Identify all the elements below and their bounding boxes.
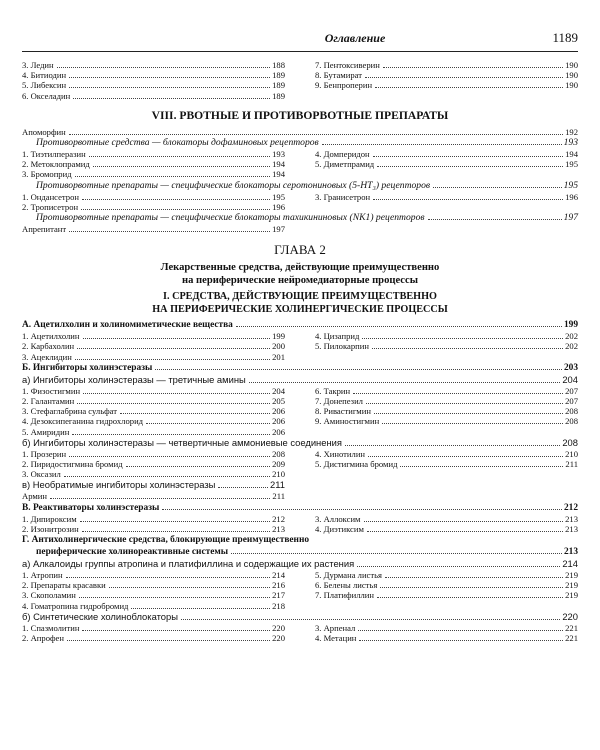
entry-page-number: 219 [565,570,578,581]
dot-leader [120,413,270,414]
entry-title: а) Ингибиторы холинэстеразы — третичные амины [22,373,246,385]
dot-leader [69,456,270,457]
entry-title: 6. Белены листья [315,580,378,591]
toc-entry[interactable] [22,406,285,416]
g2-left-column [22,192,285,212]
entry-title: 3. Скополамин [22,590,76,601]
entry-page-number: 207 [565,385,578,396]
toc-entry[interactable] [22,633,285,643]
entry-page-number: 218 [272,600,285,611]
toc-entry[interactable] [22,352,285,362]
entry-title: а) Алкалоиды группы атропина и платифиллина и содержащие их растения [22,558,355,570]
entry-page-number: 199 [563,320,578,331]
toc-entry[interactable] [22,159,285,169]
dot-leader [433,187,562,188]
entry-title: 5. Дистигмина бромид [315,459,398,470]
toc-entry-armin[interactable] [22,491,285,501]
toc-entry[interactable] [22,149,285,159]
entry-page-number: 213 [563,547,578,558]
entry-page-number: 216 [272,580,285,591]
dot-leader [75,176,271,177]
g1-left-column [22,149,285,180]
dot-leader [69,87,270,88]
dot-leader [77,403,270,404]
entry-page-number: 200 [272,341,285,352]
dot-leader [64,476,270,477]
toc-subsection-b-b[interactable] [22,437,578,449]
dot-leader [380,587,563,588]
section-g-line-1: Г. Антихолинергические средства, блокирующие преимущественно [22,535,310,546]
dot-leader [89,156,270,157]
part-title-line-2: НА ПЕРИФЕРИЧЕСКИЕ ХОЛИНЕРГИЧЕСКИЕ ПРОЦЕССЫ [152,303,448,315]
entry-title: 3. Бромоприд [22,169,72,180]
toc-entry[interactable] [315,406,578,416]
dot-leader [79,597,270,598]
dot-leader [82,531,270,532]
entry-page-number: 220 [272,622,285,633]
v-left-column [22,514,285,534]
entry-page-number: 213 [565,513,578,524]
dot-leader [373,156,564,157]
toc-entry[interactable] [22,91,285,101]
entry-page-number: 204 [562,373,578,385]
dot-leader [353,393,563,394]
toc-entry[interactable] [315,341,578,351]
entry-page-number: 220 [272,633,285,644]
entry-title: 2. Апрофен [22,633,64,644]
dot-leader [75,359,270,360]
dot-leader [57,67,270,68]
entry-page-number: 212 [563,502,578,513]
b2-right-column [315,449,578,480]
entry-title: Противорвотные препараты — специфические блокаторы серотониновых (5-НТ₃) рецепторов [36,179,431,191]
toc-page [22,30,578,643]
entry-page-number: 202 [565,341,578,352]
toc-entry[interactable] [315,60,578,70]
entry-title: Апоморфин [22,126,66,137]
entry-title: 3. Стефаглабрина сульфат [22,406,118,417]
entry-title: 8. Ривастигмин [315,406,371,417]
entry-page-number: 207 [565,396,578,407]
dot-leader [83,338,271,339]
entry-title: 3. Ледин [22,60,54,70]
entry-title: 4. Хинотилин [315,448,366,459]
toc-section-a[interactable] [22,319,578,331]
toc-entry[interactable] [315,459,578,469]
entry-title: периферические холинореактивные системы [36,547,229,558]
dot-leader [72,434,270,435]
entry-page-number: 211 [272,491,285,502]
entry-page-number: 213 [272,523,285,534]
entry-title: 1. Атропин [22,570,63,581]
toc-subsection-g-b[interactable] [22,611,578,623]
toc-entry[interactable] [315,580,578,590]
dot-leader [373,199,563,200]
page-header [22,30,578,52]
entry-title: 7. Донепезил [315,396,363,407]
entry-title: Апрепитант [22,224,67,235]
entry-title: 5. Диметпрамид [315,159,375,170]
dot-leader [82,630,270,631]
toc-entry[interactable] [315,416,578,426]
entry-title: 2. Карбахолин [22,341,75,352]
dot-leader [377,597,563,598]
entry-page-number: 197 [563,212,578,224]
entry-page-number: 210 [565,448,578,459]
entry-page-number: 202 [565,331,578,342]
dot-leader [218,487,268,488]
dot-leader [374,413,563,414]
dot-leader [367,531,563,532]
entry-page-number: 208 [272,448,285,459]
toc-entry[interactable] [22,70,285,80]
dot-leader [400,466,563,467]
entry-page-number: 190 [565,60,578,70]
entry-page-number: 206 [272,406,285,417]
entry-page-number: 214 [272,570,285,581]
toc-entry[interactable] [22,514,285,524]
dot-leader [93,166,270,167]
entry-title: 4. Битиодин [22,70,67,81]
entry-page-number: 189 [272,90,285,101]
dot-leader [368,456,563,457]
toc-entry[interactable] [315,331,578,341]
entry-title: б) Ингибиторы холинэстеразы — четвертичные аммониевые соединения [22,436,342,448]
entry-title: 9. Бенпроперин [315,80,373,91]
toc-entry-apomorphine[interactable] [22,127,578,137]
entry-title: 4. Диэтиксим [315,523,364,534]
dot-leader [236,326,562,327]
entry-page-number: 205 [272,396,285,407]
entry-page-number: 195 [272,191,285,202]
dot-leader [383,67,563,68]
entry-page-number: 208 [565,406,578,417]
entry-title: 5. Пилокарпин [315,341,369,352]
entry-title: б) Синтетические холиноблокаторы [22,610,178,622]
toc-entry[interactable] [22,469,285,479]
entry-title: 2. Препараты красавки [22,580,106,591]
chapter-subtitle-line-2: на периферические нейромедиаторные процессы [182,275,418,287]
entry-page-number: 208 [562,436,578,448]
a-right-column [315,331,578,362]
entry-title: 5. Либексин [22,80,67,91]
b1-left-column [22,386,285,437]
entry-page-number: 195 [565,159,578,170]
entry-title: В. Реактиваторы холинэстеразы [22,502,160,513]
toc-entry[interactable] [315,159,578,169]
entry-page-number: 193 [272,149,285,160]
entry-page-number: 219 [565,590,578,601]
dot-leader [155,369,562,370]
dot-leader [131,608,270,609]
dot-leader [146,423,270,424]
toc-entry[interactable] [22,623,285,633]
entry-title: Армин [22,491,48,502]
toc-group-dopamine[interactable] [22,137,578,149]
toc-entry[interactable] [315,70,578,80]
toc-subsection-b-v[interactable] [22,479,285,491]
entry-title: 4. Цизаприд [315,331,360,342]
toc-entry[interactable] [22,601,285,611]
entry-title: 4. Метацин [315,633,357,644]
entry-title: 2. Галантамин [22,396,75,407]
entry-page-number: 188 [272,60,285,70]
entry-page-number: 210 [272,469,285,480]
dot-leader [83,393,270,394]
g1-right-column [315,149,578,180]
entry-title: Б. Ингибиторы холинэстеразы [22,362,153,373]
entry-title: 5. Амиридин [22,426,70,437]
chapter-title: ГЛАВА 2 [274,242,326,258]
entry-title: 2. Трописетрон [22,201,79,212]
entry-title: Противорвотные средства — блокаторы дофаминовых рецепторов [36,137,319,149]
entry-page-number: 211 [565,459,578,470]
toc-group-serotonin[interactable] [22,180,578,192]
entry-title: 1. Физостигмин [22,385,81,396]
toc-entry[interactable] [315,396,578,406]
toc-group-tachykinin[interactable] [22,212,578,224]
dot-leader [109,587,270,588]
entry-page-number: 193 [563,137,578,149]
entry-page-number: 190 [565,70,578,81]
dot-leader [359,640,563,641]
toc-entry-aprepitant[interactable] [22,224,285,234]
toc-entry[interactable] [22,341,285,351]
entry-page-number: 219 [565,580,578,591]
chapter-subtitle [22,261,578,287]
toc-entry[interactable] [22,449,285,459]
entry-page-number: 203 [563,362,578,373]
g2-left-list [22,623,285,643]
toc-entry[interactable] [22,331,285,341]
toc-entry[interactable] [22,459,285,469]
b1-right-column [315,386,578,437]
entry-page-number: 211 [270,479,285,491]
dot-leader [82,199,270,200]
entry-title: 5. Дурмана листья [315,570,383,581]
entry-title: А. Ацетилхолин и холиномиметические вещества [22,320,233,331]
toc-entry[interactable] [22,524,285,534]
entry-title: Противорвотные препараты — специфические блокаторы тахикининовых (NK1) рецепторов [36,212,425,224]
g2-right-list [315,623,578,643]
dot-leader [366,403,563,404]
entry-page-number: 195 [563,179,578,191]
entry-title: 1. Ацетилхолин [22,331,80,342]
entry-title: 1. Тиэтилперазин [22,149,86,160]
top-left-column [22,60,285,101]
entry-page-number: 194 [565,149,578,160]
entry-page-number: 192 [565,126,578,137]
entry-page-number: 194 [272,169,285,180]
toc-entry[interactable] [22,427,285,437]
toc-entry[interactable] [315,590,578,600]
toc-section-b[interactable] [22,362,578,374]
entry-title: 2. Пиридостигмина бромид [22,459,123,470]
v-right-column [315,514,578,534]
entry-title: 6. Такрин [315,385,351,396]
toc-entry[interactable] [22,396,285,406]
entry-page-number: 189 [272,80,285,91]
header-title: Оглавление [324,31,386,45]
dot-leader [73,98,270,99]
entry-title: 7. Платифиллин [315,590,374,601]
entry-page-number: 189 [272,70,285,81]
entry-title: 4. Дезоксипеганина гидрохлорид [22,416,144,427]
entry-title: 2. Изонитрозин [22,523,79,534]
entry-title: 7. Пентоксиверин [315,60,380,70]
toc-entry[interactable] [315,192,578,202]
dot-leader [377,166,563,167]
entry-page-number: 196 [565,191,578,202]
toc-entry[interactable] [22,416,285,426]
entry-page-number: 221 [565,633,578,644]
toc-entry[interactable] [22,590,285,600]
entry-page-number: 212 [272,513,285,524]
dot-leader [362,338,563,339]
toc-entry[interactable] [315,623,578,633]
section-g-line-2 [22,546,578,558]
toc-entry[interactable] [315,514,578,524]
entry-title: 1. Ондансетрон [22,191,79,202]
entry-page-number: 208 [565,416,578,427]
dot-leader [231,553,562,554]
toc-entry[interactable] [315,570,578,580]
dot-leader [385,577,563,578]
entry-title: 3. Аллоксим [315,513,361,524]
toc-entry[interactable] [315,80,578,90]
entry-page-number: 209 [272,459,285,470]
dot-leader [69,77,270,78]
entry-title: 3. Арпенал [315,622,356,633]
header-page-number: 1189 [552,30,578,45]
dot-leader [181,619,560,620]
dot-leader [358,630,563,631]
section-title: VIII. РВОТНЫЕ И ПРОТИВОРВОТНЫЕ ПРЕПАРАТЫ [151,108,449,122]
entry-page-number: 214 [562,558,578,570]
dot-leader [428,219,562,220]
dot-leader [322,144,562,145]
dot-leader [77,348,270,349]
a-left-column [22,331,285,362]
part-title-line-1: I. СРЕДСТВА, ДЕЙСТВУЮЩИЕ ПРЕИМУЩЕСТВЕННО [163,291,437,303]
toc-entry[interactable] [315,633,578,643]
entry-page-number: 221 [565,622,578,633]
entry-title: 1. Дипироксим [22,513,77,524]
dot-leader [364,521,564,522]
entry-page-number: 190 [565,80,578,91]
entry-title: 8. Бутамират [315,70,362,81]
entry-title: 3. Ацеклидин [22,351,72,362]
dot-leader [382,423,563,424]
toc-subsection-g-a[interactable] [22,558,578,570]
toc-section-v[interactable] [22,502,578,514]
b2-left-column [22,449,285,480]
toc-entry[interactable] [315,524,578,534]
dot-leader [66,577,270,578]
g2-right-column [315,192,578,212]
top-entries [22,60,578,101]
entry-title: в) Необратимые ингибиторы холинэстеразы [22,479,216,491]
toc-entry[interactable] [22,169,285,179]
entry-title: 9. Аминостигмин [315,416,380,427]
toc-entry[interactable] [22,386,285,396]
entry-page-number: 217 [272,590,285,601]
dot-leader [162,509,562,510]
dot-leader [69,134,563,135]
dot-leader [50,498,270,499]
entry-title: 3. Оксазил [22,469,61,480]
entry-title: 1. Прозерин [22,448,67,459]
toc-entry[interactable] [22,80,285,90]
toc-entry[interactable] [22,580,285,590]
entry-page-number: 197 [272,224,285,235]
chapter-subtitle-line-1: Лекарственные средства, действующие преимущественно [160,262,440,274]
entry-page-number: 213 [565,523,578,534]
entry-page-number: 201 [272,351,285,362]
g1-left-list [22,570,285,611]
toc-entry[interactable] [315,149,578,159]
dot-leader [80,521,270,522]
entry-page-number: 206 [272,426,285,437]
entry-title: 1. Спазмолитин [22,622,80,633]
dot-leader [126,466,271,467]
part-title [22,291,578,316]
entry-title: 4. Домперидон [315,149,370,160]
g1-right-list [315,570,578,611]
entry-title: 3. Гранисетрон [315,191,371,202]
dot-leader [357,566,560,567]
toc-entry[interactable] [315,386,578,396]
entry-title: 6. Окселадин [22,90,71,101]
toc-entry[interactable] [315,449,578,459]
dot-leader [69,231,270,232]
toc-subsection-b-a[interactable] [22,374,578,386]
entry-page-number: 199 [272,331,285,342]
entry-page-number: 206 [272,416,285,427]
toc-entry[interactable] [22,60,285,70]
entry-page-number: 194 [272,159,285,170]
toc-entry[interactable] [22,570,285,580]
top-right-column [315,60,578,101]
dot-leader [249,382,561,383]
entry-page-number: 204 [272,385,285,396]
dot-leader [375,87,563,88]
dot-leader [365,77,563,78]
entry-title: 4. Гоматропина гидробромид [22,600,129,611]
entry-title: 2. Метоклопрамид [22,159,90,170]
toc-entry[interactable] [22,192,285,202]
entry-page-number: 220 [562,610,578,622]
toc-section-g[interactable] [22,534,578,558]
dot-leader [372,348,563,349]
entry-page-number: 196 [272,201,285,212]
dot-leader [345,445,560,446]
dot-leader [67,640,270,641]
toc-entry[interactable] [22,202,285,212]
dot-leader [81,209,270,210]
